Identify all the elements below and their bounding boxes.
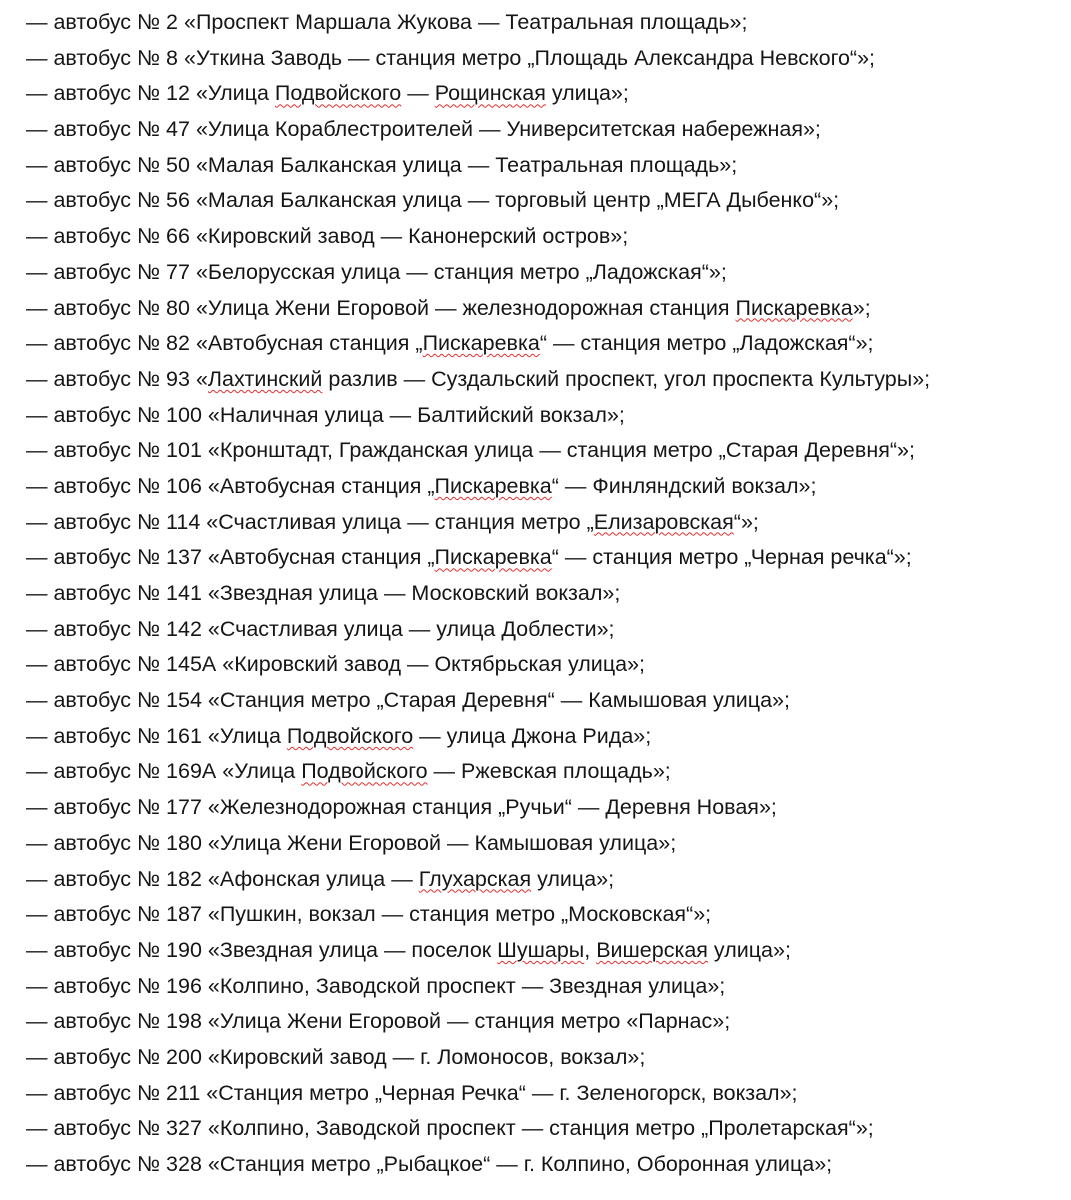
route-text: — автобус № 180 «Улица Жени Егоровой — Камышовая улица»;	[26, 830, 677, 855]
route-text: — автобус № 101 «Кронштадт, Гражданская улица — станция метро „Старая Деревня“»;	[26, 438, 915, 463]
misspelled-word: Глухарская	[418, 866, 532, 891]
route-text: — автобус № 2 «Проспект Маршала Жукова — Театральная площадь»;	[26, 10, 748, 34]
route-text: — автобус № 80 «Улица Жени Егоровой — железнодорожная станция	[26, 295, 736, 320]
route-text: — улица Джона Рида»;	[413, 723, 652, 748]
route-line	[26, 326, 1071, 362]
route-text: улица»;	[531, 866, 615, 891]
misspelled-word: Рощинская	[434, 81, 546, 106]
route-line	[26, 790, 1071, 826]
route-line	[26, 398, 1071, 434]
route-line	[26, 540, 1071, 576]
route-line	[26, 1004, 1071, 1040]
route-line	[26, 148, 1071, 184]
route-text: — автобус № 154 «Станция метро „Старая Деревня“ — Камышовая улица»;	[26, 688, 790, 713]
route-line	[26, 219, 1071, 255]
route-line	[26, 862, 1071, 898]
route-text: — автобус № 12 «Улица	[26, 81, 275, 106]
route-line	[26, 683, 1071, 719]
route-text: — автобус № 182 «Афонская улица —	[26, 866, 419, 891]
route-text: “ — станция метро „Черная речка“»;	[551, 545, 912, 570]
misspelled-word: Шушары	[497, 937, 585, 962]
route-text: — автобус № 211 «Станция метро „Черная Речка“ — г. Зеленогорск, вокзал»;	[26, 1080, 798, 1105]
route-line	[26, 41, 1071, 77]
route-line	[26, 433, 1071, 469]
misspelled-word: Подвойского	[286, 723, 414, 748]
route-text: — автобус № 47 «Улица Кораблестроителей — Университетская набережная»;	[26, 117, 821, 142]
route-text: — автобус № 328 «Станция метро „Рыбацкое“ — г. Колпино, Оборонная улица»;	[26, 1152, 833, 1176]
route-text: — автобус № 142 «Счастливая улица — улица Доблести»;	[26, 616, 615, 641]
bus-route-list	[26, 5, 1071, 1183]
route-line	[26, 469, 1071, 505]
route-line	[26, 183, 1071, 219]
route-text: — автобус № 66 «Кировский завод — Канонерский остров»;	[26, 224, 629, 249]
route-line	[26, 5, 1071, 41]
route-text: — автобус № 77 «Белорусская улица — станция метро „Ладожская“»;	[26, 259, 727, 284]
route-text: разлив — Суздальский проспект, угол проспекта Культуры»;	[322, 366, 931, 391]
route-text: —	[401, 81, 435, 106]
misspelled-word: Елизаровская	[593, 509, 734, 534]
route-line	[26, 362, 1071, 398]
route-text: »;	[852, 295, 871, 320]
route-text: — автобус № 8 «Уткина Заводь — станция метро „Площадь Александра Невского“»;	[26, 45, 876, 70]
route-text: — автобус № 161 «Улица	[26, 723, 287, 748]
route-text: — автобус № 106 «Автобусная станция „	[26, 473, 435, 498]
misspelled-word: Лахтинский	[207, 366, 323, 391]
route-line	[26, 1040, 1071, 1076]
route-text: “ — Финляндский вокзал»;	[551, 473, 817, 498]
route-text: — автобус № 145А «Кировский завод — Октябрьская улица»;	[26, 652, 646, 677]
route-text: — автобус № 114 «Счастливая улица — станция метро „	[26, 509, 594, 534]
route-text: — автобус № 198 «Улица Жени Егоровой — станция метро «Парнас»;	[26, 1009, 731, 1034]
route-text: — автобус № 50 «Малая Балканская улица — Театральная площадь»;	[26, 152, 738, 177]
route-line	[26, 76, 1071, 112]
route-text: “ — станция метро „Ладожская“»;	[539, 331, 874, 356]
misspelled-word: Пискаревка	[422, 331, 540, 356]
route-line	[26, 647, 1071, 683]
misspelled-word: Подвойского	[274, 81, 402, 106]
route-line	[26, 933, 1071, 969]
route-text: улица»;	[707, 937, 791, 962]
route-text: — автобус № 196 «Колпино, Заводской проспект — Звездная улица»;	[26, 973, 726, 998]
route-text: — автобус № 82 «Автобусная станция „	[26, 331, 423, 356]
route-text: — автобус № 190 «Звездная улица — поселок	[26, 937, 498, 962]
route-line	[26, 255, 1071, 291]
route-line	[26, 505, 1071, 541]
misspelled-word: Подвойского	[301, 759, 428, 784]
route-line	[26, 112, 1071, 148]
route-line	[26, 612, 1071, 648]
route-line	[26, 826, 1071, 862]
route-text: — автобус № 177 «Железнодорожная станция „Ручьи“ — Деревня Новая»;	[26, 795, 777, 820]
misspelled-word: Пискаревка	[735, 295, 853, 320]
route-text: — автобус № 187 «Пушкин, вокзал — станция метро „Московская“»;	[26, 902, 712, 927]
route-text: — автобус № 169А «Улица	[26, 759, 302, 784]
route-text: — автобус № 56 «Малая Балканская улица — торговый центр „МЕГА Дыбенко“»;	[26, 188, 840, 213]
route-text: “»;	[733, 509, 759, 534]
route-text: — автобус № 137 «Автобусная станция „	[26, 545, 435, 570]
route-line	[26, 754, 1071, 790]
route-text: улица»;	[545, 81, 629, 106]
route-text: — автобус № 141 «Звездная улица — Московский вокзал»;	[26, 581, 621, 605]
misspelled-word: Пискаревка	[434, 545, 552, 570]
misspelled-word: Вишерская	[596, 937, 708, 962]
route-line	[26, 576, 1071, 612]
route-line	[26, 1076, 1071, 1112]
route-text: — автобус № 200 «Кировский завод — г. Ломоносов, вокзал»;	[26, 1044, 646, 1069]
route-line	[26, 719, 1071, 755]
route-text: — Ржевская площадь»;	[427, 759, 671, 784]
route-line	[26, 1111, 1071, 1147]
route-text: — автобус № 327 «Колпино, Заводской проспект — станция метро „Пролетарская“»;	[26, 1116, 874, 1141]
route-line	[26, 1147, 1071, 1183]
route-text: — автобус № 100 «Наличная улица — Балтийский вокзал»;	[26, 402, 625, 427]
route-line	[26, 897, 1071, 933]
misspelled-word: Пискаревка	[434, 473, 552, 498]
route-line	[26, 291, 1071, 327]
route-text: — автобус № 93 «	[26, 366, 208, 391]
route-line	[26, 969, 1071, 1005]
route-text: ,	[584, 937, 597, 962]
